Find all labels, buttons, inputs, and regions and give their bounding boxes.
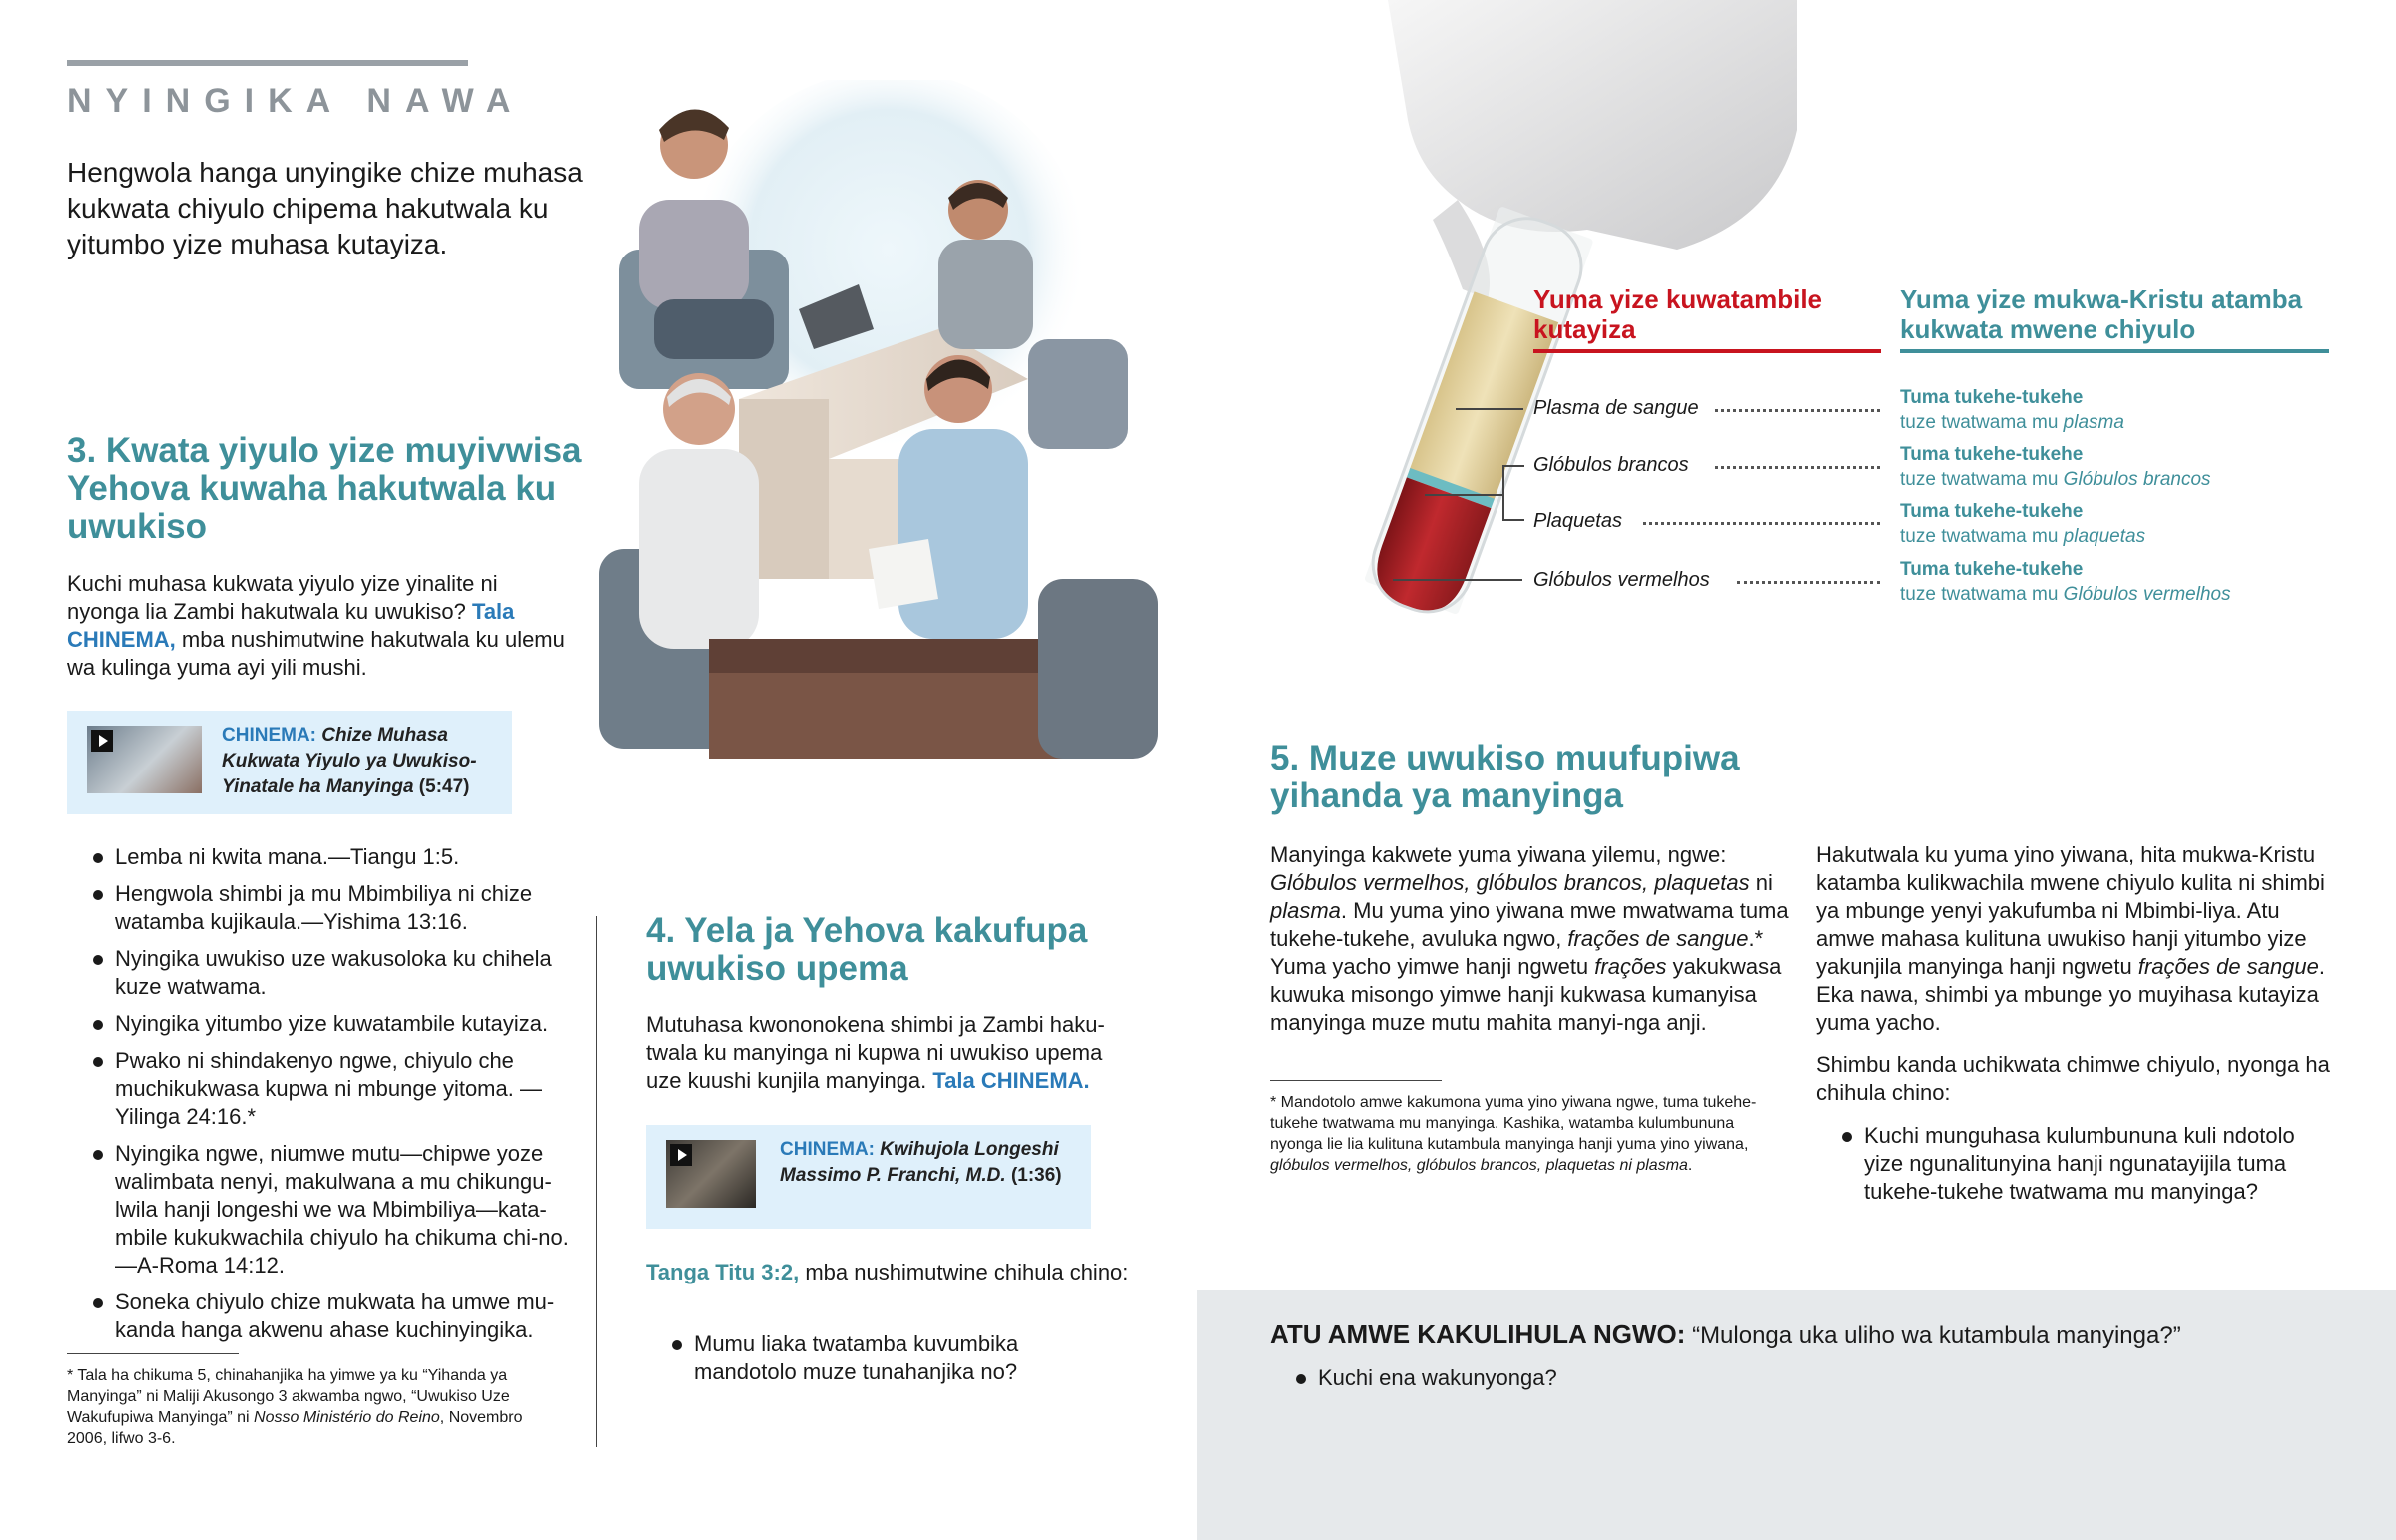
component-label: Glóbulos vermelhos bbox=[1533, 569, 1710, 591]
italic-text: Glóbulos vermelhos, glóbulos brancos, plaquetas bbox=[1270, 870, 1750, 895]
section-4-paragraph bbox=[646, 1011, 1135, 1095]
video-thumbnail[interactable] bbox=[666, 1140, 756, 1208]
fraction-italic: Glóbulos vermelhos bbox=[2063, 584, 2231, 605]
play-icon[interactable] bbox=[670, 1144, 692, 1166]
video-time: (5:47) bbox=[418, 776, 470, 797]
video-card-1[interactable] bbox=[67, 711, 512, 814]
text: ni bbox=[1749, 870, 1773, 895]
fraction-title: Tuma tukehe-tukehe bbox=[1900, 444, 2084, 465]
leader-line bbox=[1393, 579, 1522, 581]
footnote-text-end: , Novembro 2006, lifwo 3-6. bbox=[67, 1409, 523, 1447]
chart-header-right-rule bbox=[1900, 349, 2329, 353]
component-label: Plaquetas bbox=[1533, 510, 1622, 532]
fraction-text: tuze twatwama mu bbox=[1900, 469, 2064, 490]
fraction-label bbox=[1900, 442, 2339, 492]
section-5-paragraph-2 bbox=[1816, 841, 2335, 1037]
fraction-italic: Glóbulos brancos bbox=[2063, 469, 2211, 490]
text: yakukwasa kuwuka misongo yimwe hanji kukwasa kumanyisa manyinga muze mutu mahita manyi-nga anji. bbox=[1270, 954, 1782, 1035]
chart-header-left-rule bbox=[1533, 349, 1881, 353]
text: . Eka nawa, shimbi ya mbunge yo muyihasa kutayiza yuma yacho. bbox=[1816, 954, 2326, 1035]
play-icon[interactable] bbox=[91, 730, 113, 752]
section-5-heading: 5. Muze uwukiso muufupiwa yihanda ya manyinga bbox=[1270, 739, 1740, 815]
section-5-paragraph bbox=[1270, 841, 1789, 1037]
list-item: Kuchi munguhasa kulumbununa kuli ndotolo yize ngunalitunyina hanji ngunatayijila tuma tukehe-tukehe twatwama mu manyinga? bbox=[1816, 1122, 2315, 1206]
video-card-2[interactable] bbox=[646, 1125, 1091, 1229]
footnote-text: * Tala ha chikuma 5, chinahanjika ha yimwe ya ku “Yihanda ya Manyinga” ni Maliji Akusongo 3 akwamba ngwo, “Uwukiso Uze Wakufupiwa Manyinga” ni bbox=[67, 1367, 510, 1426]
dotted-leader bbox=[1737, 581, 1880, 584]
dotted-leader bbox=[1715, 409, 1880, 412]
video-time: (1:36) bbox=[1010, 1165, 1062, 1186]
list-item: Mumu liaka twatamba kuvumbika mandotolo muze tunahanjika no? bbox=[646, 1330, 1125, 1386]
list-item: Nyingika ngwe, niumwe mutu—chipwe yoze walimbata nenyi, makulwana a mu chikungu-lwila hanji longeshi we wa Mbimbiliya—kata-mbile kukukwachila chiyulo ha chikuma chi-no.—A-Roma 14:12. bbox=[67, 1140, 586, 1280]
italic-text: plasma bbox=[1270, 898, 1341, 923]
fraction-title: Tuma tukehe-tukehe bbox=[1900, 501, 2084, 522]
fraction-italic: plaquetas bbox=[2063, 526, 2146, 547]
leader-line bbox=[1456, 408, 1523, 410]
kicker-rule bbox=[67, 60, 468, 66]
section-3-bullets bbox=[67, 843, 586, 1353]
footnote-italic: Nosso Ministério do Reino bbox=[254, 1409, 440, 1426]
component-label: Plasma de sangue bbox=[1533, 397, 1699, 419]
video-title: Kwihujola Longeshi Massimo P. Franchi, M.D. bbox=[780, 1139, 1059, 1186]
section-3-paragraph bbox=[67, 570, 566, 682]
text: Manyinga kakwete yuma yiwana yilemu, ngwe: bbox=[1270, 842, 1727, 867]
read-text: mba nushimutwine chihula chino: bbox=[799, 1260, 1129, 1284]
section-5-bullets bbox=[1816, 1122, 2315, 1215]
read-scripture bbox=[646, 1259, 1135, 1286]
chart-header-left: Yuma yize kuwatambile kutayiza bbox=[1533, 284, 1823, 344]
column-divider bbox=[596, 916, 597, 1447]
text: Hakutwala ku yuma yino yiwana, hita mukwa-Kristu katamba kulikwachila mwene chiyulo kulita ni shimbi ya mbunge yenyi yakufumba ni Mbimbi-liya. Atu amwe mahasa kulituna uwukiso hanji yitumbo yize yakunjila manyinga hanji ngwetu bbox=[1816, 842, 2325, 979]
fraction-title: Tuma tukehe-tukehe bbox=[1900, 559, 2084, 580]
list-item: Kuchi ena wakunyonga? bbox=[1270, 1364, 1869, 1392]
section-3-text-rest: mba nushimutwine hakutwala ku ulemu wa kulinga yuma ayi yili mushi. bbox=[67, 627, 565, 680]
kicker: NYINGIKA NAWA bbox=[67, 82, 525, 120]
footnote-italic: glóbulos vermelhos, glóbulos brancos, plaquetas ni plasma bbox=[1270, 1157, 1688, 1174]
video-caption bbox=[780, 1137, 1069, 1189]
section-3-heading: 3. Kwata yiyulo yize muyivwisa Yehova kuwaha hakutwala ku uwukiso bbox=[67, 431, 582, 546]
video-caption bbox=[222, 723, 491, 800]
fraction-label bbox=[1900, 499, 2339, 549]
question-line bbox=[1270, 1319, 2368, 1351]
fraction-text: tuze twatwama mu bbox=[1900, 584, 2064, 605]
list-item: Soneka chiyulo chize mukwata ha umwe mu-kanda hanga akwenu ahase kuchinyingika. bbox=[67, 1288, 586, 1344]
list-item: Lemba ni kwita mana.—Tiangu 1:5. bbox=[67, 843, 586, 871]
question-bullets bbox=[1270, 1364, 1869, 1401]
list-item: Pwako ni shindakenyo ngwe, chiyulo che muchikukwasa kupwa ni mbunge yitoma. —Yilinga 24:16.* bbox=[67, 1047, 586, 1131]
leader-line bbox=[1502, 519, 1524, 521]
footnote-rule bbox=[67, 1353, 239, 1354]
list-item: Nyingika yitumbo yize kuwatambile kutayiza. bbox=[67, 1010, 586, 1038]
footnote-rule bbox=[1270, 1080, 1442, 1081]
list-item: Nyingika uwukiso uze wakusoloka ku chihela kuze watwama. bbox=[67, 945, 586, 1001]
watch-video-link[interactable]: Tala CHINEMA, bbox=[67, 599, 515, 652]
dotted-leader bbox=[1643, 522, 1880, 525]
footnote-text: * Mandotolo amwe kakumona yuma yino yiwana ngwe, tuma tukehe-tukehe twatwama mu manyinga. Kashika, watamba kulumbununa nyonga lie lia kulituna kutambula manyinga hanji yuma yino yiwana, bbox=[1270, 1094, 1757, 1153]
dotted-leader bbox=[1715, 466, 1880, 469]
video-title: Chize Muhasa Kukwata Yiyulo ya Uwukiso-Yinatale ha Manyinga bbox=[222, 725, 477, 797]
text: . Mu yuma yino yiwana mwe mwatwama tuma tukehe-tukehe, avuluka ngwo, bbox=[1270, 898, 1789, 951]
list-item: Hengwola shimbi ja mu Mbimbiliya ni chize watamba kujikaula.—Yishima 13:16. bbox=[67, 880, 586, 936]
question-text: “Mulonga uka uliho wa kutambula manyinga?” bbox=[1685, 1322, 2181, 1349]
leader-line bbox=[1502, 465, 1524, 467]
leader-line bbox=[1425, 494, 1502, 496]
section-5-paragraph-3: Shimbu kanda uchikwata chimwe chiyulo, nyonga ha chihula chino: bbox=[1816, 1052, 2330, 1105]
chart-header-right: Yuma yize mukwa-Kristu atamba kukwata mwene chiyulo bbox=[1900, 284, 2303, 344]
leader-line bbox=[1502, 465, 1504, 521]
italic-text: frações de sangue bbox=[1567, 926, 1749, 951]
section-4-text: Mutuhasa kwononokena shimbi ja Zambi haku-twala ku manyinga ni kupwa ni uwukiso upema uze kuushi kunjila manyinga. bbox=[646, 1012, 1105, 1093]
section-3-text: Kuchi muhasa kukwata yiyulo yize yinalite ni nyonga lia Zambi hakutwala ku uwukiso? bbox=[67, 571, 498, 624]
footnote-right bbox=[1270, 1092, 1789, 1176]
video-label: CHINEMA: bbox=[222, 725, 316, 746]
section-4-bullets bbox=[646, 1330, 1125, 1395]
fraction-title: Tuma tukehe-tukehe bbox=[1900, 387, 2084, 408]
fraction-text: tuze twatwama mu bbox=[1900, 526, 2064, 547]
fraction-italic: plasma bbox=[2063, 412, 2124, 433]
counseling-illustration bbox=[599, 80, 1178, 838]
text: .* Yuma yacho yimwe hanji ngwetu bbox=[1270, 926, 1764, 979]
component-label: Glóbulos brancos bbox=[1533, 454, 1689, 476]
watch-video-link-2[interactable]: Tala CHINEMA. bbox=[932, 1068, 1090, 1093]
section-4-heading: 4. Yela ja Yehova kakufupa uwukiso upema bbox=[646, 911, 1088, 988]
lead-paragraph: Hengwola hanga unyingike chize muhasa kukwata chiyulo chipema hakutwala ku yitumbo yize muhasa kutayiza. bbox=[67, 157, 583, 259]
video-label: CHINEMA: bbox=[780, 1139, 875, 1160]
italic-text: frações de sangue bbox=[2137, 954, 2319, 979]
fraction-label bbox=[1900, 385, 2339, 435]
question-label: ATU AMWE KAKULIHULA NGWO: bbox=[1270, 1319, 1686, 1349]
italic-text: frações bbox=[1594, 954, 1667, 979]
fraction-label bbox=[1900, 557, 2339, 607]
fraction-text: tuze twatwama mu bbox=[1900, 412, 2064, 433]
footnote-text-end: . bbox=[1687, 1157, 1693, 1174]
scripture-link[interactable]: Tanga Titu 3:2, bbox=[646, 1260, 800, 1284]
video-thumbnail[interactable] bbox=[87, 726, 202, 793]
footnote-left bbox=[67, 1365, 566, 1449]
